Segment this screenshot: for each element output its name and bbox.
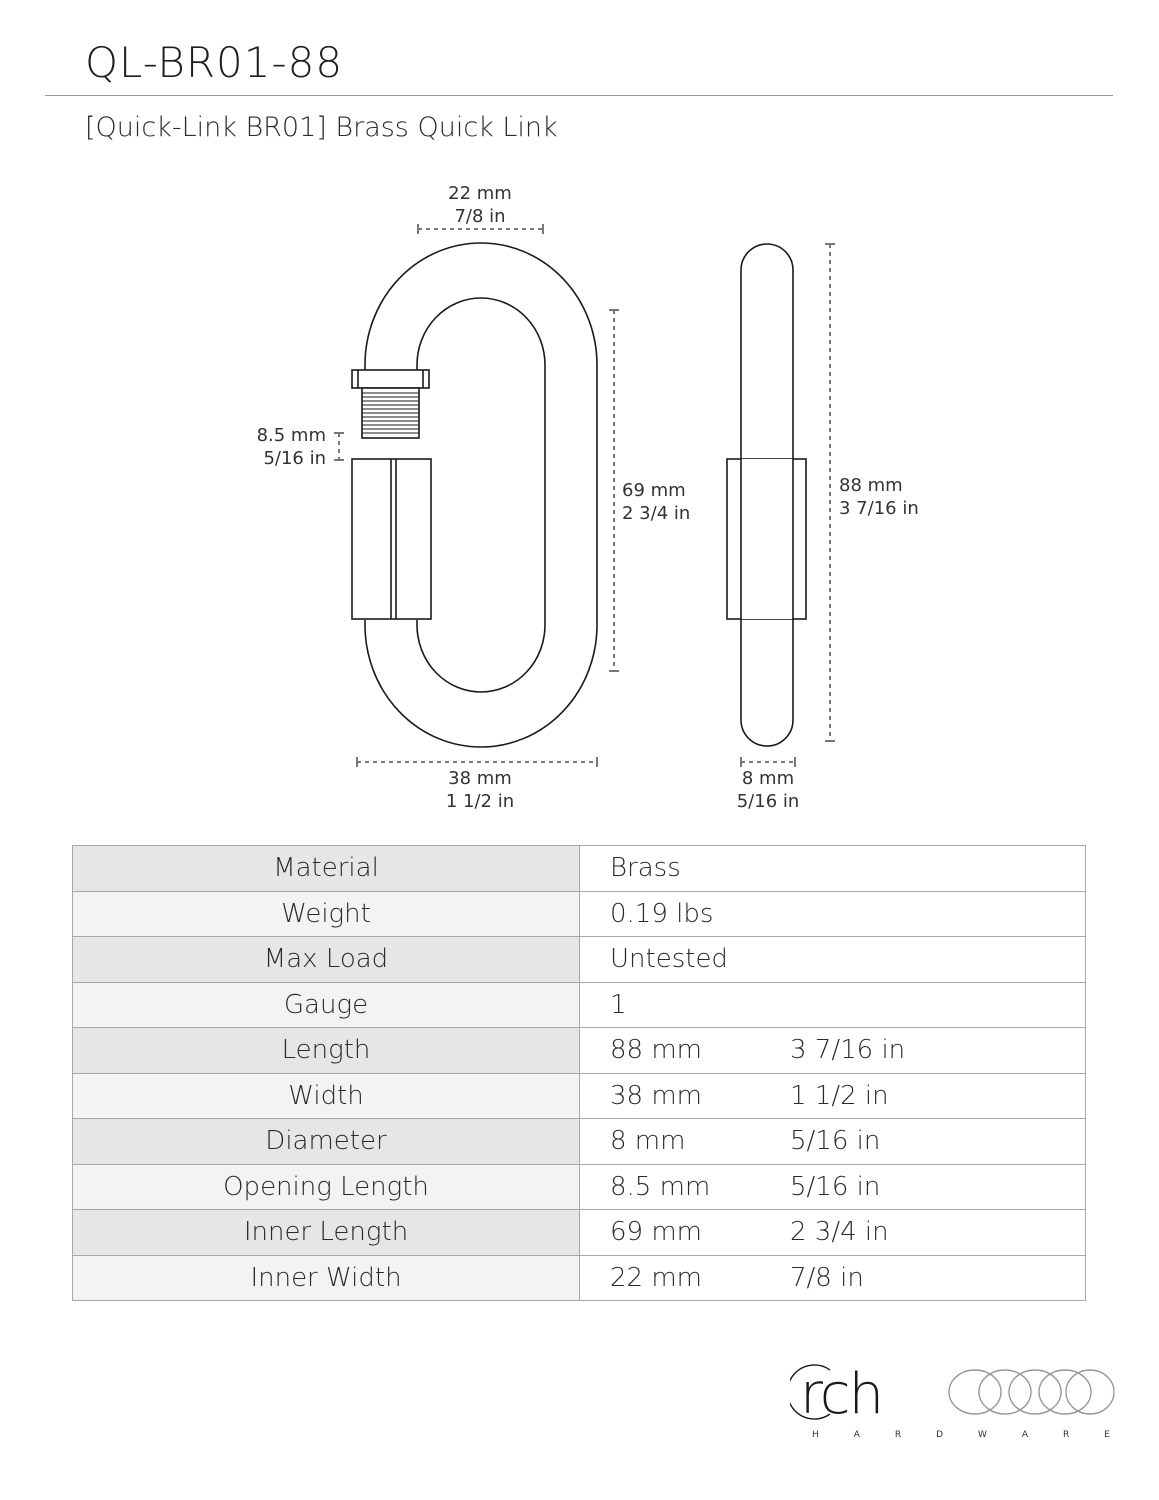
spec-label: Gauge <box>73 982 580 1028</box>
logo-subtitle: H A R D W A R E <box>812 1430 1112 1440</box>
specifications-table <box>72 845 1086 1301</box>
table-row <box>73 1119 1086 1165</box>
spec-imperial: 5/16 in <box>790 1171 881 1202</box>
inner-width-mm: 22 mm <box>448 183 512 204</box>
opening-label <box>230 424 326 470</box>
spec-label: Material <box>73 846 580 892</box>
diameter-label <box>718 767 818 813</box>
spec-label: Length <box>73 1028 580 1074</box>
diameter-mm: 8 mm <box>741 768 795 789</box>
width-label <box>430 767 530 813</box>
inner-width-label <box>430 182 530 228</box>
length-mm: 88 mm <box>839 475 903 496</box>
table-row <box>73 1073 1086 1119</box>
table-row <box>73 1028 1086 1074</box>
spec-value: 8.5 mm <box>610 1171 711 1202</box>
inner-length-label <box>622 479 722 525</box>
spec-imperial: 3 7/16 in <box>790 1035 906 1066</box>
spec-value: 38 mm <box>610 1080 703 1111</box>
spec-value: 69 mm <box>610 1217 703 1248</box>
table-row <box>73 846 1086 892</box>
logo-wordmark: rch <box>800 1362 883 1427</box>
spec-imperial: 5/16 in <box>790 1126 881 1157</box>
spec-value: 88 mm <box>610 1035 703 1066</box>
length-label <box>839 474 949 520</box>
opening-mm: 8.5 mm <box>256 425 326 446</box>
link-inner-outline <box>417 298 545 692</box>
spec-label: Opening Length <box>73 1164 580 1210</box>
table-row <box>73 1255 1086 1301</box>
width-in: 1 1/2 in <box>445 791 515 812</box>
product-name-subtitle: [Quick-Link BR01] Brass Quick Link <box>85 112 558 143</box>
brand-logo <box>790 1358 1120 1448</box>
spec-imperial: 7/8 in <box>790 1262 864 1293</box>
spec-value: 22 mm <box>610 1262 703 1293</box>
spec-imperial: 2 3/4 in <box>790 1217 889 1248</box>
spec-label: Inner Width <box>73 1255 580 1301</box>
spec-label: Diameter <box>73 1119 580 1165</box>
spec-label: Inner Length <box>73 1210 580 1256</box>
spec-value: 8 mm <box>610 1126 686 1157</box>
diameter-in: 5/16 in <box>736 791 800 812</box>
spec-label: Width <box>73 1073 580 1119</box>
inner-length-mm: 69 mm <box>622 480 686 501</box>
spec-value: 0.19 lbs <box>610 898 714 929</box>
spec-imperial: 1 1/2 in <box>790 1080 889 1111</box>
table-row <box>73 1210 1086 1256</box>
spec-value: 1 <box>610 989 627 1020</box>
gate-collar <box>352 370 429 388</box>
table-row <box>73 891 1086 937</box>
product-code-title: QL-BR01-88 <box>85 38 344 87</box>
spec-label: Max Load <box>73 937 580 983</box>
spec-value: Brass <box>610 853 681 884</box>
spec-label: Weight <box>73 891 580 937</box>
inner-length-in: 2 3/4 in <box>622 503 691 524</box>
inner-width-in: 7/8 in <box>454 206 506 227</box>
width-mm: 38 mm <box>448 768 512 789</box>
table-row <box>73 1164 1086 1210</box>
table-row <box>73 937 1086 983</box>
length-in: 3 7/16 in <box>839 498 919 519</box>
opening-in: 5/16 in <box>263 448 326 469</box>
table-row <box>73 982 1086 1028</box>
spec-value: Untested <box>610 944 728 975</box>
